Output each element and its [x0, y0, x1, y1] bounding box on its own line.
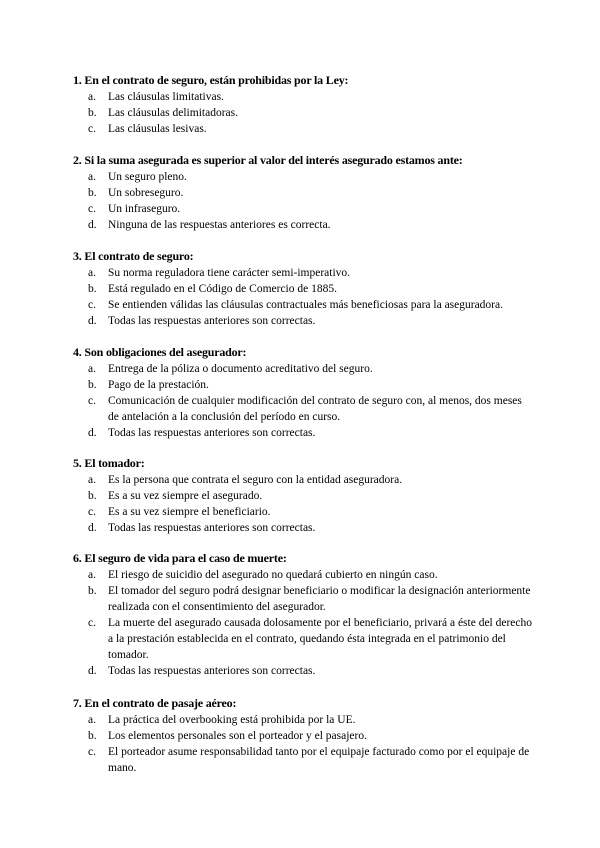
answer-letter: d.	[88, 219, 97, 231]
answer-text: Las cláusulas delimitadoras.	[108, 107, 238, 119]
answer-letter: a.	[88, 363, 96, 375]
answer-option	[73, 712, 533, 728]
answer-list	[73, 472, 533, 536]
answer-text: Pago de la prestación.	[108, 379, 209, 391]
question-3	[73, 248, 533, 329]
answer-option	[73, 520, 533, 536]
answer-list	[73, 361, 533, 441]
answer-text: Ninguna de las respuestas anteriores es correcta.	[108, 219, 331, 231]
question-1	[73, 72, 533, 137]
answer-list	[73, 89, 533, 137]
answer-text: La práctica del overbooking está prohibida por la UE.	[108, 714, 356, 726]
answer-option	[73, 504, 533, 520]
answer-text: Un seguro pleno.	[108, 171, 187, 183]
answer-letter: c.	[88, 123, 96, 135]
answer-text: Todas las respuestas anteriores son correctas.	[108, 315, 316, 327]
answer-option	[73, 744, 533, 776]
answer-option	[73, 728, 533, 744]
answer-letter: c.	[88, 746, 96, 758]
answer-letter: b.	[88, 283, 97, 295]
answer-option	[73, 169, 533, 185]
answer-list	[73, 265, 533, 329]
answer-option	[73, 185, 533, 201]
answer-text: El tomador del seguro podrá designar beneficiario o modificar la designación anteriormente realizada con el consentimiento del asegurador.	[108, 585, 531, 613]
answer-letter: c.	[88, 395, 96, 407]
answer-letter: a.	[88, 474, 96, 486]
answer-text: Todas las respuestas anteriores son correctas.	[108, 522, 316, 534]
answer-text: Un infraseguro.	[108, 203, 181, 215]
question-4	[73, 344, 533, 441]
answer-option	[73, 425, 533, 441]
answer-option	[73, 583, 533, 615]
answer-text: Es la persona que contrata el seguro con la entidad aseguradora.	[108, 474, 403, 486]
answer-text: Todas las respuestas anteriores son correctas.	[108, 665, 316, 677]
answer-text: Las cláusulas limitativas.	[108, 91, 224, 103]
answer-option	[73, 121, 533, 137]
answer-option	[73, 105, 533, 121]
answer-text: Un sobreseguro.	[108, 187, 184, 199]
question-title: 4. Son obligaciones del asegurador:	[73, 345, 247, 359]
answer-letter: b.	[88, 490, 97, 502]
question-title: 1. En el contrato de seguro, están prohibidas por la Ley:	[73, 73, 349, 87]
answer-text: Las cláusulas lesivas.	[108, 123, 207, 135]
answer-option	[73, 361, 533, 377]
answer-letter: d.	[88, 315, 97, 327]
answer-letter: a.	[88, 171, 96, 183]
question-title: 2. Si la suma asegurada es superior al valor del interés asegurado estamos ante:	[73, 153, 463, 167]
answer-letter: c.	[88, 506, 96, 518]
answer-option	[73, 281, 533, 297]
answer-option	[73, 488, 533, 504]
answer-letter: b.	[88, 107, 97, 119]
answer-letter: c.	[88, 617, 96, 629]
answer-option	[73, 472, 533, 488]
answer-text: Su norma reguladora tiene carácter semi-imperativo.	[108, 267, 351, 279]
answer-letter: d.	[88, 427, 97, 439]
answer-option	[73, 393, 533, 425]
answer-option	[73, 89, 533, 105]
answer-list	[73, 169, 533, 233]
answer-text: Los elementos personales son el porteador y el pasajero.	[108, 730, 367, 742]
answer-text: La muerte del asegurado causada dolosamente por el beneficiario, privará a éste del derecho a la prestación establecida en el contrato, quedando ésta integrada en el patrimonio del tomador.	[108, 617, 533, 661]
question-7	[73, 695, 533, 776]
answer-option	[73, 201, 533, 217]
answer-letter: b.	[88, 730, 97, 742]
answer-option	[73, 265, 533, 281]
answer-text: Comunicación de cualquier modificación del contrato de seguro con, al menos, dos meses de antelación a la conclusión del período en curso.	[108, 395, 522, 423]
answer-option	[73, 663, 533, 679]
answer-option	[73, 313, 533, 329]
answer-letter: d.	[88, 665, 97, 677]
question-title: 7. En el contrato de pasaje aéreo:	[73, 696, 237, 710]
question-5	[73, 455, 533, 536]
answer-letter: b.	[88, 187, 97, 199]
answer-text: El porteador asume responsabilidad tanto por el equipaje facturado como por el equipaje de mano.	[108, 746, 530, 774]
answer-letter: b.	[88, 585, 97, 597]
question-6	[73, 550, 533, 679]
answer-text: Es a su vez siempre el asegurado.	[108, 490, 263, 502]
answer-letter: c.	[88, 299, 96, 311]
answer-option	[73, 217, 533, 233]
answer-text: Se entienden válidas las cláusulas contractuales más beneficiosas para la aseguradora.	[108, 299, 503, 311]
answer-text: Entrega de la póliza o documento acreditativo del seguro.	[108, 363, 373, 375]
answer-option	[73, 615, 533, 663]
answer-letter: a.	[88, 569, 96, 581]
answer-option	[73, 297, 533, 313]
answer-text: El riesgo de suicidio del asegurado no quedará cubierto en ningún caso.	[108, 569, 438, 581]
question-title: 5. El tomador:	[73, 456, 145, 470]
answer-text: Está regulado en el Código de Comercio de 1885.	[108, 283, 337, 295]
question-title: 3. El contrato de seguro:	[73, 249, 194, 263]
answer-list	[73, 712, 533, 776]
answer-option	[73, 377, 533, 393]
answer-letter: a.	[88, 267, 96, 279]
answer-text: Todas las respuestas anteriores son correctas.	[108, 427, 316, 439]
answer-letter: c.	[88, 203, 96, 215]
answer-letter: b.	[88, 379, 97, 391]
answer-letter: d.	[88, 522, 97, 534]
answer-option	[73, 567, 533, 583]
answer-text: Es a su vez siempre el beneficiario.	[108, 506, 271, 518]
answer-letter: a.	[88, 714, 96, 726]
answer-list	[73, 567, 533, 679]
answer-letter: a.	[88, 91, 96, 103]
question-title: 6. El seguro de vida para el caso de muerte:	[73, 551, 287, 565]
question-2	[73, 152, 533, 233]
